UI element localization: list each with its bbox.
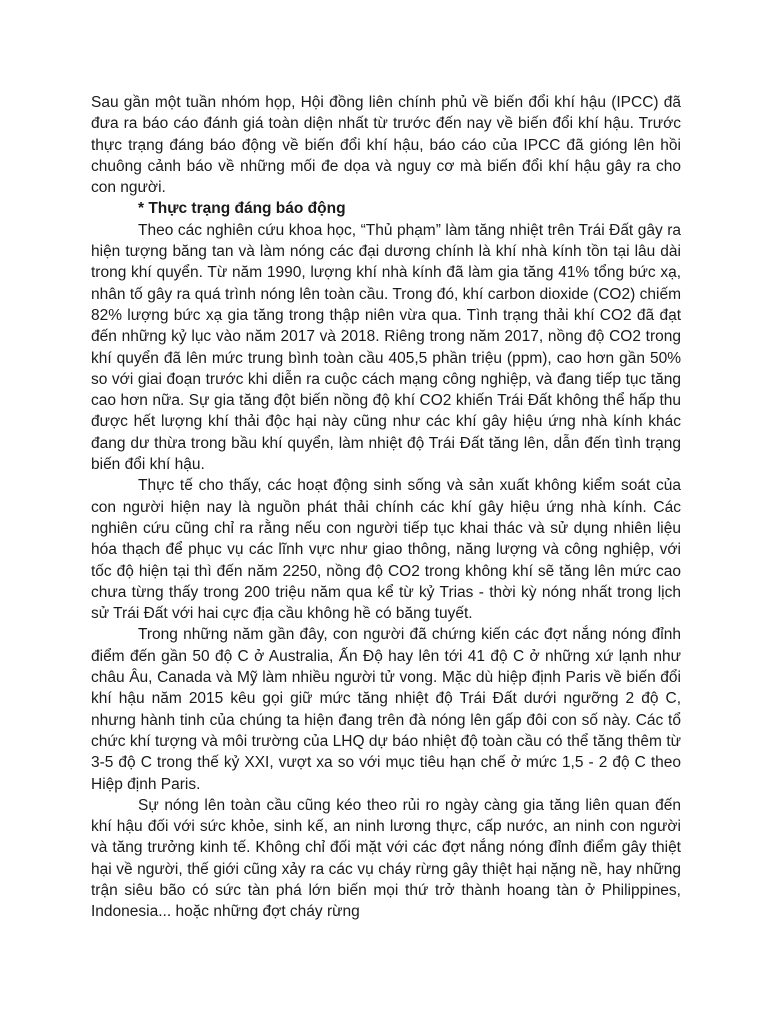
paragraph-greenhouse-gases: Theo các nghiên cứu khoa học, “Thủ phạm” làm tăng nhiệt trên Trái Đất gây ra hiện tượng băng tan và làm nóng các đại dương chính là khí nhà kính tồn tại lâu dài trong khí quyển. Từ năm 1990, lượng khí nhà kính đã làm gia tăng 41% tổng bức xạ, nhân tố gây ra quá trình nóng lên toàn cầu. Trong đó, khí carbon dioxide (CO2) chiếm 82% lượng bức xạ gia tăng trong thập niên vừa qua. Tình trạng thải khí CO2 đã đạt đến những kỷ lục vào năm 2017 và 2018. Riêng trong năm 2017, nồng độ CO2 trong khí quyển đã lên mức trung bình toàn cầu 405,5 phần triệu (ppm), cao hơn gần 50% so với giai đoạn trước khi diễn ra cuộc cách mạng công nghiệp, và đang tiếp tục tăng cao hơn nữa. Sự gia tăng đột biến nồng độ khí CO2 khiến Trái Đất không thể hấp thu được hết lượng khí thải độc hại này cũng như các khí gây hiệu ứng nhà kính khác đang dư thừa trong bầu khí quyển, làm nhiệt độ Trái Đất tăng lên, dẫn đến tình trạng biến đổi khí hậu. <box>91 221 681 474</box>
paragraph-heatwaves: Trong những năm gần đây, con người đã chứng kiến các đợt nắng nóng đỉnh điểm đến gần 50 độ C ở Australia, Ấn Độ hay lên tới 41 độ C ở những xứ lạnh như châu Âu, Canada và Mỹ làm nhiều người tử vong. Mặc dù hiệp định Paris về biến đổi khí hậu năm 2015 kêu gọi giữ mức tăng nhiệt độ Trái Đất dưới ngưỡng 2 độ C, nhưng hành tinh của chúng ta hiện đang trên đà nóng lên gấp đôi con số này. Các tổ chức khí tượng và môi trường của LHQ dự báo nhiệt độ toàn cầu có thể tăng thêm từ 3-5 độ C trong thế kỷ XXI, vượt xa so với mục tiêu hạn chế ở mức 1,5 - 2 độ C theo Hiệp định Paris. <box>91 626 681 793</box>
intro-paragraph: Sau gần một tuần nhóm họp, Hội đồng liên chính phủ về biến đổi khí hậu (IPCC) đã đưa ra báo cáo đánh giá toàn diện nhất từ trước đến nay về biến đổi khí hậu. Trước thực trạng đáng báo động về biến đổi khí hậu, báo cáo của IPCC đã gióng lên hồi chuông cảnh báo về những mối đe dọa và nguy cơ mà biến đổi khí hậu gây ra cho con người. <box>91 94 681 197</box>
paragraph-human-activity: Thực tế cho thấy, các hoạt động sinh sống và sản xuất không kiểm soát của con người hiện nay là nguồn phát thải chính các khí gây hiệu ứng nhà kính. Các nghiên cứu cũng chỉ ra rằng nếu con người tiếp tục khai thác và sử dụng nhiên liệu hóa thạch để phục vụ các lĩnh vực như giao thông, năng lượng và công nghiệp, với tốc độ hiện tại thì đến năm 2250, nồng độ CO2 trong không khí sẽ tăng lên mức cao chưa từng thấy trong 200 triệu năm qua kể từ kỷ Trias - thời kỳ nóng nhất trong lịch sử Trái Đất với hai cực địa cầu không hề có băng tuyết. <box>91 477 681 623</box>
section-heading: * Thực trạng đáng báo động <box>138 200 346 218</box>
paragraph-risks: Sự nóng lên toàn cầu cũng kéo theo rủi ro ngày càng gia tăng liên quan đến khí hậu đối với sức khỏe, sinh kế, an ninh lương thực, cấp nước, an ninh con người và tăng trưởng kinh tế. Không chỉ đối mặt với các đợt nắng nóng đỉnh điểm gây thiệt hại về người, thế giới cũng xảy ra các vụ cháy rừng gây thiệt hại nặng nề, hay những trận siêu bão có sức tàn phá lớn biến mọi thứ trở thành hoang tàn ở Philippines, Indonesia... hoặc những đợt cháy rừng <box>91 796 681 921</box>
document-page <box>91 92 681 923</box>
